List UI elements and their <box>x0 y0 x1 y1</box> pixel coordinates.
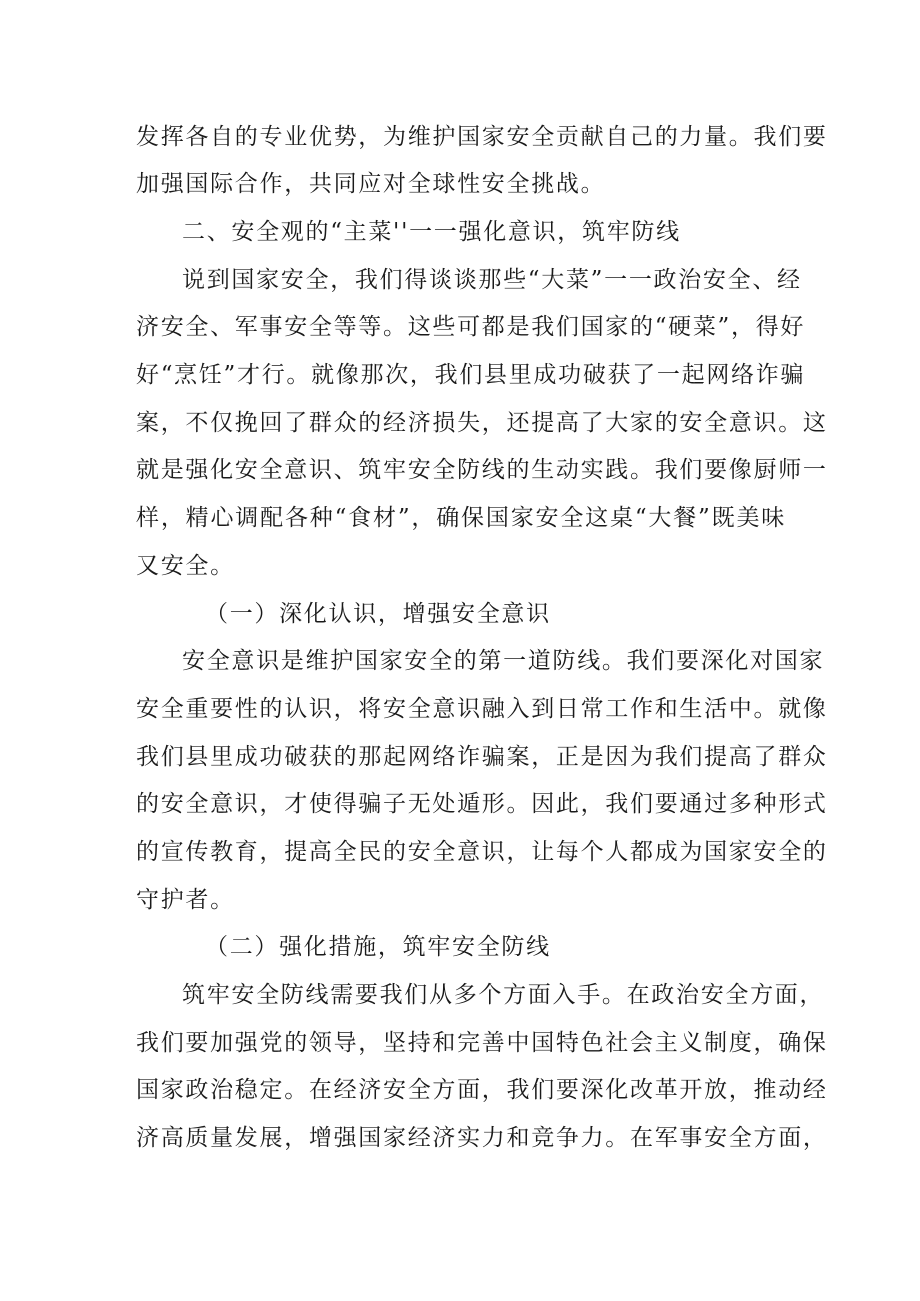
paragraph-line: 我们县里成功破获的那起网络诈骗案，正是因为我们提高了群众 <box>136 744 828 770</box>
subsection-heading: （二）强化措施，筑牢安全防线 <box>205 934 551 960</box>
paragraph-line: 的宣传教育，提高全民的安全意识，让每个人都成为国家安全的 <box>136 839 828 865</box>
paragraph-line: 安全意识是维护国家安全的第一道防线。我们要深化对国家 <box>182 648 825 674</box>
section-heading: 二、安全观的“主菜''一一强化意识，筑牢防线 <box>182 219 681 245</box>
paragraph-line: 样，精心调配各种“食材”，确保国家安全这桌“大餐”既美味 <box>136 505 786 531</box>
paragraph-line: 又安全。 <box>136 553 235 579</box>
paragraph-line: 发挥各自的专业优势，为维护国家安全贡献自己的力量。我们要 <box>136 124 828 150</box>
paragraph-line: 济安全、军事安全等等。这些可都是我们国家的“硬菜”，得好 <box>136 314 806 340</box>
paragraph-line: 的安全意识，才使得骗子无处遁形。因此，我们要通过多种形式 <box>136 791 828 817</box>
paragraph-line: 我们要加强党的领导，坚持和完善中国特色社会主义制度，确保 <box>136 1030 828 1056</box>
paragraph-line: 守护者。 <box>136 887 235 913</box>
paragraph-line: 说到国家安全，我们得谈谈那些“大菜”一一政治安全、经 <box>182 267 802 293</box>
paragraph-line: 加强国际合作，共同应对全球性安全挑战。 <box>136 171 606 197</box>
paragraph-line: 就是强化安全意识、筑牢安全防线的生动实践。我们要像厨师一 <box>136 457 828 483</box>
paragraph-line: 好“烹饪”才行。就像那次，我们县里成功破获了一起网络诈骗 <box>136 362 806 388</box>
paragraph-line: 案，不仅挽回了群众的经济损失，还提高了大家的安全意识。这 <box>136 410 828 436</box>
subsection-heading: （一）深化认识，增强安全意识 <box>205 601 551 627</box>
paragraph-line: 国家政治稳定。在经济安全方面，我们要深化改革开放，推动经 <box>136 1077 828 1103</box>
paragraph-line: 安全重要性的认识，将安全意识融入到日常工作和生活中。就像 <box>136 696 828 722</box>
paragraph-line: 济高质量发展，增强国家经济实力和竞争力。在军事安全方面， <box>136 1125 828 1151</box>
paragraph-line: 筑牢安全防线需要我们从多个方面入手。在政治安全方面， <box>182 982 825 1008</box>
